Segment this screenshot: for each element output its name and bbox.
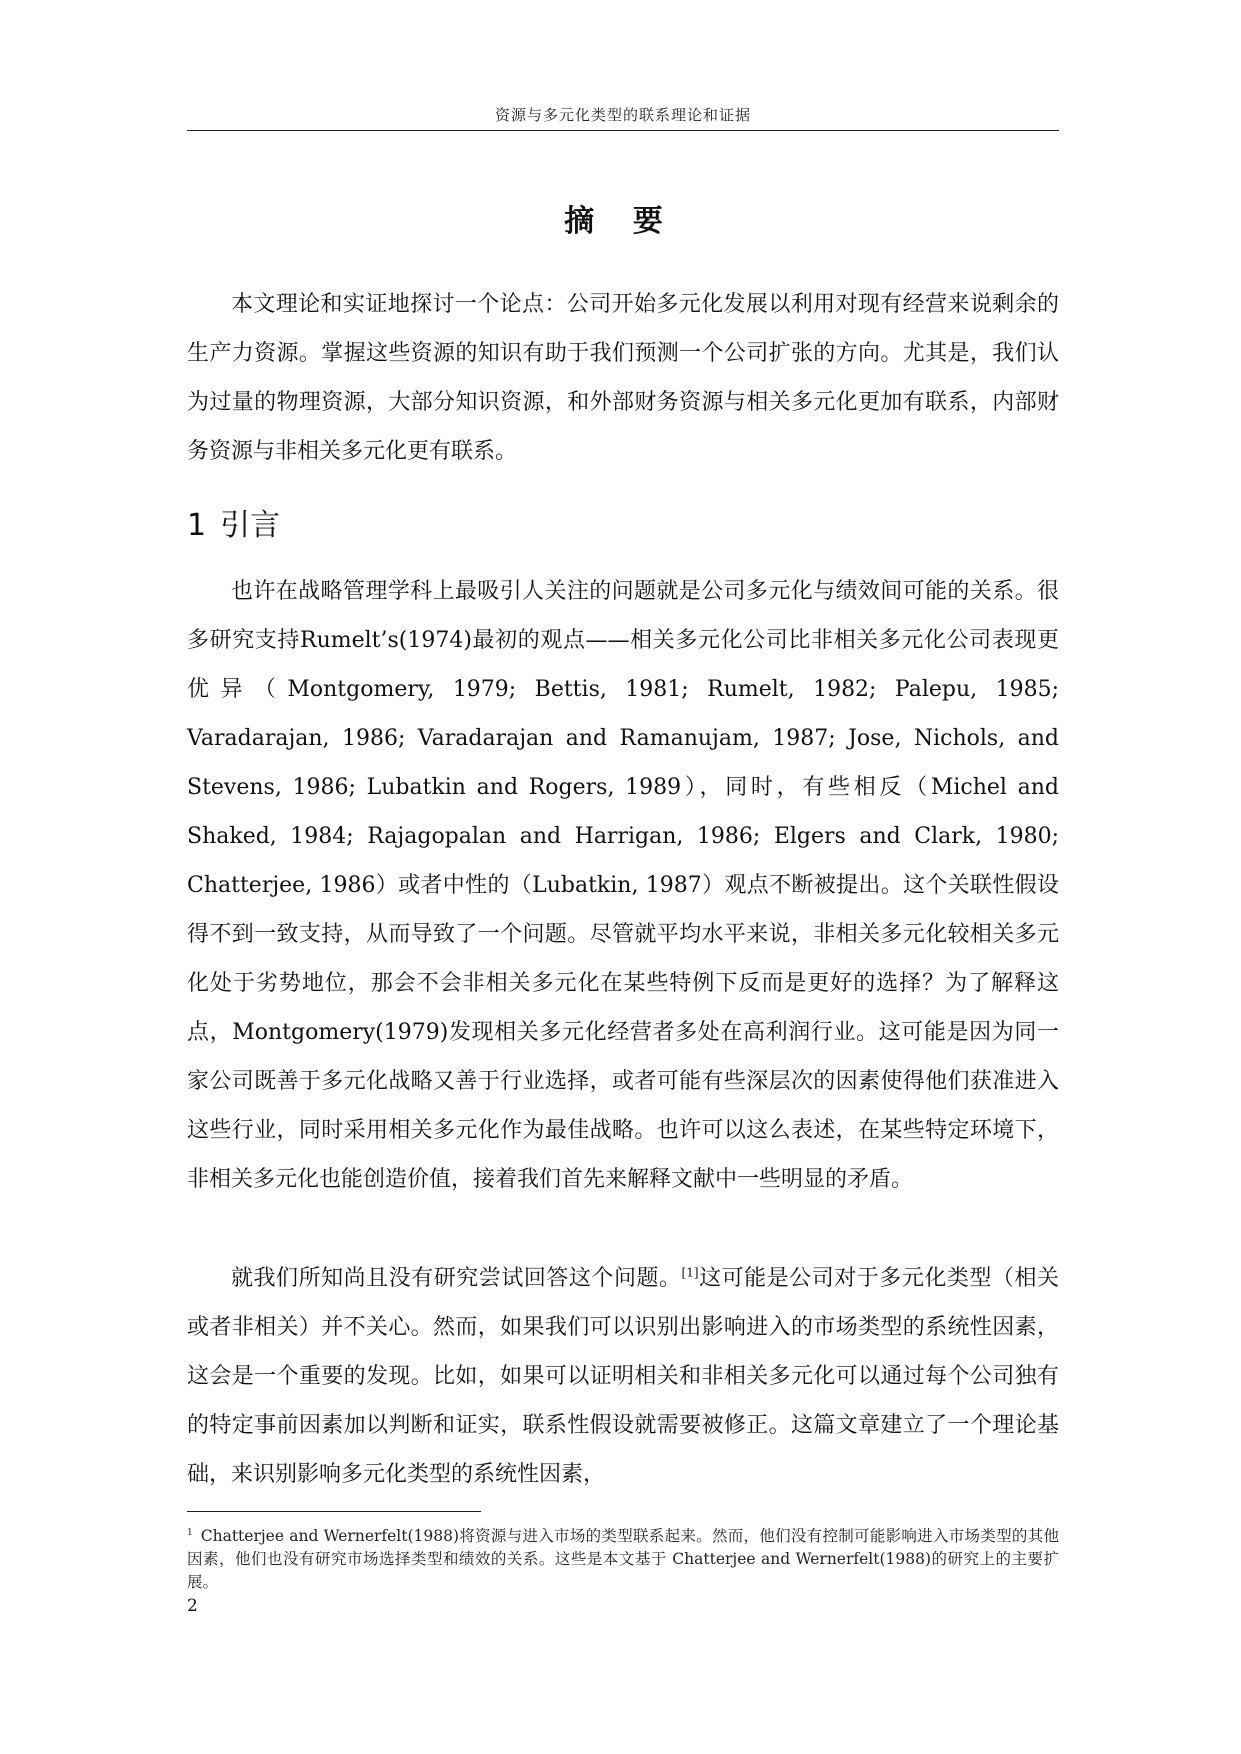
footnote-mark: 1 — [187, 1528, 193, 1538]
intro-paragraph-1: 也许在战略管理学科上最吸引人关注的问题就是公司多元化与绩效间可能的关系。很多研究支持Rumelt’s(1974)最初的观点——相关多元化公司比非相关多元化公司表现更优异（Montgomery, 1979; Bettis, 1981; Rumelt, 1982; Palepu, 1985; Varadarajan, 1986; Varadarajan and Ramanujam, 1987; Jose, Nichols, and Stevens, 1986; Lubatkin and Rogers, 1989），同时，有些相反（Michel and Shaked, 1984; Rajagopalan and Harrigan, 1986; Elgers and Clark, 1980; Chatterjee, 1986）或者中性的（Lubatkin, 1987）观点不断被提出。这个关联性假设得不到一致支持，从而导致了一个问题。尽管就平均水平来说，非相关多元化较相关多元化处于劣势地位，那会不会非相关多元化在某些特例下反而是更好的选择？为了解释这点，Montgomery(1979)发现相关多元化经营者多处在高利润行业。这可能是因为同一家公司既善于多元化战略又善于行业选择，或者可能有些深层次的因素使得他们获准进入这些行业，同时采用相关多元化作为最佳战略。也许可以这么表述，在某些特定环境下，非相关多元化也能创造价值，接着我们首先来解释文献中一些明显的矛盾。 — [187, 579, 1059, 1192]
footnote-reference-link[interactable]: [1] — [681, 1265, 699, 1280]
page-number: 2 — [187, 1596, 198, 1616]
intro-paragraph-2-text-end: 这可能是公司对于多元化类型（相关或者非相关）并不关心。然而，如果我们可以识别出影响进入的市场类型的系统性因素，这会是一个重要的发现。比如，如果可以证明相关和非相关多元化可以通过每个公司独有的特定事前因素加以判断和证实，联系性假设就需要被修正。这篇文章建立了一个理论基础，来识别影响多元化类型的系统性因素， — [187, 1266, 1059, 1487]
section-number: 1 — [187, 508, 207, 543]
footnote-rule — [187, 1511, 481, 1512]
section-heading — [187, 500, 294, 544]
footnote-text: Chatterjee and Wernerfelt(1988)将资源与进入市场的类型联系起来。然而，他们没有控制可能影响进入市场类型的其他因素，他们也没有研究市场选择类型和绩效的关系。这些是本文基于 Chatterjee and Wernerfelt(1988)的研究上的主要扩展。 — [187, 1527, 1059, 1592]
header-rule — [187, 130, 1059, 131]
intro-paragraph-2-text-start: 就我们所知尚且没有研究尝试回答这个问题。 — [231, 1266, 682, 1291]
intro-paragraph-2 — [187, 1254, 1059, 1499]
abstract-title: 摘 要 — [564, 204, 677, 239]
footnote — [187, 1522, 1059, 1594]
section-title: 引言 — [220, 508, 281, 543]
abstract-paragraph: 本文理论和实证地探讨一个论点：公司开始多元化发展以利用对现有经营来说剩余的生产力资源。掌握这些资源的知识有助于我们预测一个公司扩张的方向。尤其是，我们认为过量的物理资源，大部分知识资源，和外部财务资源与相关多元化更加有联系，内部财务资源与非相关多元化更有联系。 — [187, 292, 1059, 464]
running-header: 资源与多元化类型的联系理论和证据 — [494, 106, 751, 124]
